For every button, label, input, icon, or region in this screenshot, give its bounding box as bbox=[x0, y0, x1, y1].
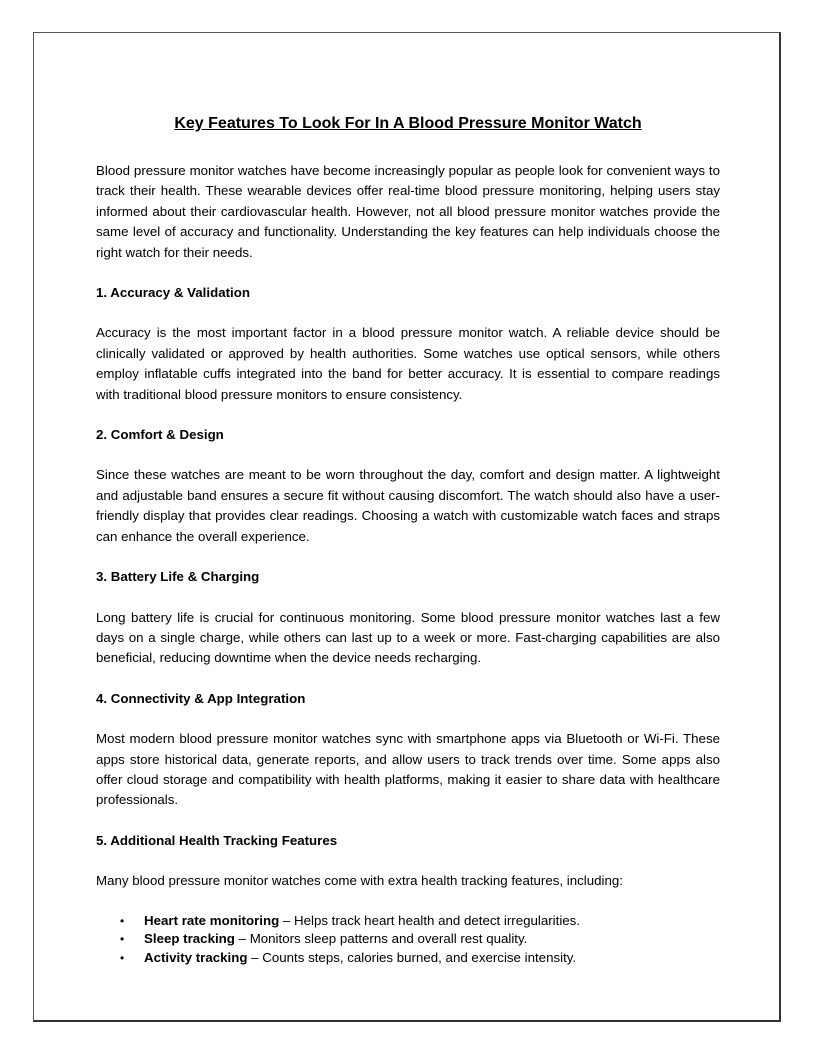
document-body bbox=[96, 113, 720, 967]
bullet-icon: • bbox=[120, 913, 125, 928]
section-heading-health-tracking: 5. Additional Health Tracking Features bbox=[96, 832, 338, 848]
section-body-comfort: Since these watches are meant to be worn throughout the day, comfort and design matter. A lightweight and adjustable band ensures a secure fit without causing discomfort. The watch should also have a user-friendly display that provides clear readings. Choosing a watch with customizable watch faces and straps can enhance the overall experience. bbox=[96, 467, 720, 544]
feature-list bbox=[96, 912, 720, 968]
bullet-icon: • bbox=[120, 932, 125, 947]
list-item bbox=[120, 912, 720, 931]
section-body-accuracy: Accuracy is the most important factor in a blood pressure monitor watch. A reliable device should be clinically validated or approved by health authorities. Some watches use optical sensors, while others employ inflatable cuffs integrated into the band for better accuracy. It is essential to compare readings with traditional blood pressure monitors to ensure consistency. bbox=[96, 325, 720, 402]
feature-term: Heart rate monitoring bbox=[144, 912, 280, 928]
section-body-connectivity: Most modern blood pressure monitor watches sync with smartphone apps via Bluetooth or Wi-Fi. These apps store historical data, generate reports, and allow users to track trends over time. Some apps also offer cloud storage and compatibility with health platforms, making it easier to share data with healthcare professionals. bbox=[96, 731, 720, 808]
section-heading-accuracy: 1. Accuracy & Validation bbox=[96, 285, 250, 301]
list-item bbox=[120, 949, 720, 968]
section-body-battery: Long battery life is crucial for continuous monitoring. Some blood pressure monitor watches last a few days on a single charge, while others can last up to a week or more. Fast-charging capabilities are also beneficial, reducing downtime when the device needs recharging. bbox=[96, 609, 720, 666]
page-title: Key Features To Look For In A Blood Pressure Monitor Watch bbox=[174, 115, 642, 132]
section-heading-battery: 3. Battery Life & Charging bbox=[96, 569, 260, 585]
feature-description: – Helps track heart health and detect irregularities. bbox=[279, 912, 581, 928]
feature-description: – Monitors sleep patterns and overall rest quality. bbox=[234, 931, 528, 947]
section-heading-connectivity: 4. Connectivity & App Integration bbox=[96, 690, 306, 706]
section-body-health-tracking: Many blood pressure monitor watches come with extra health tracking features, including: bbox=[96, 873, 623, 889]
feature-term: Activity tracking bbox=[144, 949, 248, 965]
bullet-icon: • bbox=[120, 950, 125, 965]
feature-term: Sleep tracking bbox=[144, 931, 235, 947]
intro-paragraph: Blood pressure monitor watches have become increasingly popular as people look for convenient ways to track their health. These wearable devices offer real-time blood pressure monitoring, helping users stay informed about their cardiovascular health. However, not all blood pressure monitor watches provide the same level of accuracy and functionality. Understanding the key features can help individuals choose the right watch for their needs. bbox=[96, 163, 720, 260]
feature-description: – Counts steps, calories burned, and exercise intensity. bbox=[247, 949, 577, 965]
list-item bbox=[120, 930, 720, 949]
section-heading-comfort: 2. Comfort & Design bbox=[96, 427, 224, 443]
